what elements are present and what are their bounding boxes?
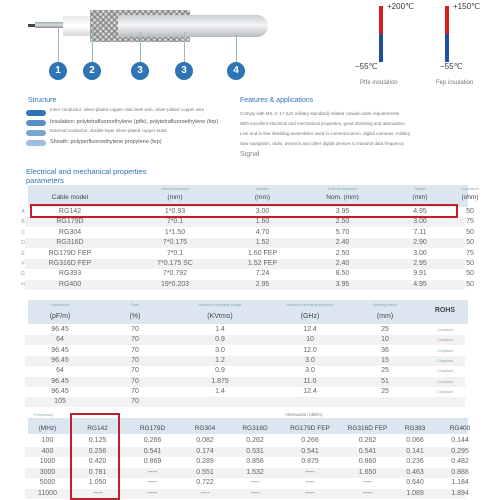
table1-header-note: Insulator (255, 187, 270, 191)
table3-cell: 1.089 (406, 490, 424, 497)
table2-row (25, 387, 465, 397)
table2-cell: 70 (131, 346, 139, 354)
table2-header-cell: (GHz) (300, 313, 320, 320)
table1-cell: 9.91 (413, 270, 427, 278)
table1-header-cell: (mm) (254, 194, 271, 201)
table2-cell: 70 (131, 326, 139, 333)
table1-cell: 4.70 (255, 228, 270, 236)
frequency-note: Frequency (34, 412, 53, 417)
table3-cell: 5000 (39, 479, 56, 487)
table2-cell: 3.0 (305, 356, 315, 364)
table3-header-cell: RG179D (139, 425, 166, 432)
table3-cell: 400 (41, 447, 54, 455)
table1-header-row (25, 193, 479, 203)
table3-cell: 0.722 (196, 479, 214, 487)
table3-cell: 100 (41, 437, 54, 444)
table3-cell: 0.174 (196, 447, 214, 455)
table1-cell: 50 (466, 239, 474, 247)
table2-row (25, 335, 465, 345)
table2-cell (355, 397, 415, 407)
table3-cell: ---- (362, 490, 373, 497)
table2-header-cell: ROHS (434, 307, 456, 314)
table2-cell: 70 (131, 377, 139, 385)
table1-cell: 7*0.1 (166, 249, 184, 257)
table2-cell: Compliant (437, 369, 453, 374)
temp-label-left: Ptfe insulation (360, 80, 398, 86)
table2-cell: 96.45 (51, 387, 69, 395)
table3-header-cell: RG304 (194, 425, 216, 432)
table1-header-note: Impedance (461, 187, 479, 191)
table3-cell: ---- (147, 490, 158, 497)
table2-cell: 25 (381, 326, 389, 333)
table1-row-label: A (21, 209, 25, 215)
table1-cell: 4.95 (413, 280, 427, 288)
temp-high-bar-right (445, 6, 449, 34)
structure-title: Structure (28, 97, 57, 104)
table1-cell: 1.52 (255, 239, 270, 247)
feature-line-2: With excellent electrical and mechanical properties, good shielding and attenuation (240, 121, 405, 126)
table1-cell: 50 (466, 280, 474, 288)
table1-cell: 7*0.1 (166, 218, 184, 226)
table3-header-cell: RG179D FEP (290, 425, 330, 432)
table1-cell: 7.24 (255, 270, 270, 278)
table3-cell: 0.125 (88, 437, 107, 444)
table2-row (25, 377, 465, 387)
table2-cell: 96.45 (51, 326, 69, 333)
table1-cell: 3.00 (413, 249, 427, 257)
temp-label-right: Fep insulation (436, 80, 474, 86)
temp-low-bar-left (379, 34, 383, 62)
feature-line-4: Sea navigation, radio, avionics and other digital devices to transmit data frequency (240, 141, 405, 146)
table1-cell: 50 (466, 260, 474, 267)
table1-header-note: Sheath (414, 187, 426, 191)
table2-cell: 64 (56, 336, 64, 344)
table2-cell: 51 (381, 377, 389, 385)
table1-cell: 7*0.792 (162, 270, 188, 278)
table2-cell: Compliant (437, 379, 453, 384)
table2-cell: 10 (381, 336, 389, 344)
table1-row (25, 238, 474, 248)
table1-title-1: Electrical and mechanical properties (26, 167, 147, 176)
table1-cell: 75 (466, 249, 474, 257)
table3-cell: ---- (305, 468, 315, 476)
marker-3: 3 (131, 62, 149, 80)
table2-row (25, 346, 465, 356)
table3-header-cell: RG316D (242, 425, 268, 432)
table2-cell: 0.9 (215, 336, 225, 344)
table3-cell: ---- (305, 490, 315, 497)
table2-cell: 96.45 (51, 346, 69, 354)
rg142-highlight-row (30, 204, 458, 218)
table2-cell: 0.9 (215, 367, 225, 375)
table2-cell: 1.875 (211, 377, 229, 385)
table1-row (25, 259, 474, 269)
table2-cell: 25 (381, 387, 389, 395)
table2-header-cell: (KVrms) (207, 313, 233, 320)
table2-cell: 105 (54, 398, 66, 406)
table3-cell: 0.551 (196, 468, 214, 476)
table2-cell: 1.4 (215, 326, 225, 333)
table3-cell: 0.262 (246, 437, 264, 444)
table1-row-label: G (21, 271, 25, 278)
table3-cell: ---- (92, 490, 103, 497)
table1-row-label: C (21, 229, 25, 236)
table1-header-cell: (mm) (412, 194, 428, 201)
table2-header-note: Capacitance (50, 303, 70, 307)
table2-cell: 3.0 (215, 346, 225, 354)
table3-cell: 0.295 (451, 447, 469, 455)
table2-header-cell: (%) (129, 313, 141, 320)
table2-cell: 64 (56, 367, 64, 375)
table3-cell: 0.875 (301, 458, 319, 466)
table2-header-notes (25, 302, 465, 308)
table1-header-notes (25, 186, 479, 192)
table3-cell: 0.420 (88, 458, 107, 466)
table1-cell: 2.90 (413, 239, 427, 247)
table1-row-label: E (21, 250, 25, 257)
table1-cell: RG316D (56, 239, 84, 247)
table2-header-note: Maximum operating voltage (198, 303, 242, 307)
table1-cell: 7*0.175 (162, 239, 188, 247)
table2-cell: Compliant (437, 358, 453, 363)
table1-header-cell: Cable model (51, 194, 89, 201)
table2-cell: Compliant (437, 328, 453, 332)
table3-cell: 0.860 (358, 458, 377, 466)
signal-label: Signal (240, 151, 260, 158)
table1-title-2: parameters (26, 176, 64, 185)
table3-cell: 0.141 (406, 447, 424, 455)
table2-cell: 1.2 (215, 356, 225, 364)
table3-header-cell: (MHz) (38, 425, 57, 432)
temp-high-bar-left (379, 6, 383, 34)
features-title: Features & applications (240, 97, 314, 104)
table1-row (25, 217, 474, 227)
table2-cell: 3.0 (305, 367, 315, 375)
table2-cell: Compliant (437, 348, 453, 353)
table3-cell: 1.650 (358, 468, 377, 476)
marker-2: 2 (83, 62, 101, 80)
table3-header-cell: RG316D FEP (347, 425, 388, 432)
table1-header-cell: Nom. (mm) (326, 194, 359, 201)
table1-row (25, 269, 474, 279)
table1-cell: RG142 (58, 208, 82, 215)
rg142-highlight-column (70, 413, 120, 500)
table2-cell: Compliant (437, 338, 453, 343)
temp-low-bar-right (445, 34, 449, 62)
structure-item-1: Inner conductor: silver-plated copper clad steel wire, silver-plated copper wire (50, 107, 205, 112)
table2-cell: 25 (381, 367, 389, 375)
table3-cell: 0.256 (88, 447, 107, 455)
table1-cell: 50 (466, 270, 474, 278)
table1-cell: 2.95 (255, 280, 270, 288)
table1-cell: 1*1.50 (164, 228, 186, 236)
marker-1: 1 (49, 62, 67, 80)
table1-cell: RG179D FEP (48, 249, 92, 257)
table1-cell: 3.00 (413, 218, 427, 226)
table3-cell: 1.050 (88, 479, 107, 487)
table2-cell: 1.4 (215, 387, 225, 395)
table3-cell: 0.781 (88, 468, 107, 476)
table3-cell: 0.541 (143, 447, 162, 455)
table1-cell: RG400 (58, 280, 82, 288)
table3-cell: ---- (147, 468, 158, 476)
table1-header-note: Internal conductor (160, 187, 190, 191)
table1-cell: 1.60 FEP (247, 249, 278, 257)
table2-cell: 36 (381, 346, 389, 354)
table2-cell: 70 (131, 367, 139, 375)
table1-cell: 2.40 (335, 239, 350, 247)
table3-cell: 1.894 (451, 490, 469, 497)
table3-cell: 0.262 (358, 437, 377, 444)
table1-cell: 7*0.175 SC (157, 260, 193, 267)
table2-cell (175, 397, 265, 407)
table1-row (25, 228, 474, 238)
table1-cell: 1*0.93 (164, 208, 186, 215)
table2-cell: 12.4 (303, 326, 317, 333)
table3-cell: 1000 (39, 458, 56, 466)
table3-cell: 3000 (39, 468, 56, 476)
table3-cell: 0.266 (143, 437, 162, 444)
table2-cell: 70 (131, 356, 139, 364)
table2-cell: 96.45 (51, 356, 69, 364)
table2-row (25, 397, 465, 407)
table2-cell: 70 (131, 387, 139, 395)
table3-cell: ---- (250, 490, 260, 497)
table3-cell: 0.236 (406, 458, 424, 466)
table2-cell: 12.0 (303, 346, 317, 354)
table1-cell: 3.95 (335, 280, 350, 288)
attenuation-label: Attenuation (dB/m) (285, 412, 323, 417)
table2-header-cell: (mm) (376, 313, 394, 320)
table2-cell: 70 (131, 336, 139, 344)
table1-cell: 2.50 (335, 218, 350, 226)
table3-cell: 0.482 (451, 458, 469, 466)
marker-4: 4 (227, 62, 245, 80)
insulation-layer (63, 16, 93, 36)
table3-header-cell: RG142 (87, 425, 108, 432)
table3-cell: 0.856 (246, 458, 264, 466)
table1-cell: RG304 (58, 228, 82, 236)
table1-cell: RG179D (56, 218, 84, 226)
table2-header-cell: (pF/m) (49, 313, 71, 320)
table1-cell: 1.52 FEP (247, 260, 278, 267)
table2-cell: 11.0 (303, 377, 317, 385)
table1-row-label: D (21, 240, 25, 247)
table3-cell: 0.869 (143, 458, 162, 466)
table3-cell: 11000 (38, 490, 57, 497)
table2-cell (270, 397, 350, 407)
table1-row-label: B (21, 219, 25, 226)
table3-cell: ---- (305, 479, 315, 487)
table1-cell: 2.50 (335, 249, 350, 257)
temp-high-right: +150℃ (453, 2, 481, 11)
table1-cell: 19*0.203 (160, 280, 190, 288)
table3-cell: 0.541 (358, 447, 377, 455)
table3-cell: 0.531 (246, 447, 264, 455)
table3-cell: 1.184 (451, 479, 469, 487)
table3-cell: ---- (200, 490, 210, 497)
temp-low-right: −55℃ (440, 62, 463, 71)
table3-cell: 0.289 (196, 458, 214, 466)
table3-cell: ---- (362, 479, 373, 487)
item-icon-1 (26, 110, 46, 116)
table2-row (25, 366, 465, 376)
table3-cell: ---- (147, 479, 158, 487)
table1-row (25, 280, 474, 290)
table3-cell: 0.888 (451, 468, 469, 476)
structure-item-3: External conductor: double-layer silver-plated copper braid (50, 128, 167, 133)
feature-line-1: Comply with MIL-C-17 (US military standard) related coaxial cable requirements (240, 111, 400, 116)
table2-header-note: Maximum operating frequency (286, 303, 334, 307)
temp-low-left: −55℃ (355, 62, 378, 71)
table1-cell: 1.60 (255, 218, 270, 226)
table1-cell: 3.00 (255, 208, 270, 215)
table1-cell: RG316D FEP (48, 260, 92, 267)
table3-cell: 0.541 (301, 447, 319, 455)
table1-cell: 3.95 (335, 208, 350, 215)
inner-conductor (35, 22, 65, 28)
table1-cell: 2.95 (413, 260, 427, 267)
table3-header-cell: RG400 (449, 425, 471, 432)
table3-cell: 0.463 (406, 468, 424, 476)
marker-3b: 3 (175, 62, 193, 80)
structure-item-2: Insulation: polytetrafluoroethylene (ptfe), polytetrafluoroethylene (fep) (50, 119, 219, 125)
feature-line-3: Line and in-line shielding assemblies used in communication, digital cameras, military (240, 131, 411, 136)
table1-header-cell: (mm) (167, 194, 183, 201)
table2-cell: 70 (131, 398, 139, 406)
table3-cell: 1.532 (246, 468, 264, 476)
item-icon-2 (26, 120, 46, 126)
table2-row (25, 356, 465, 366)
table3-header-cell: RG393 (404, 425, 426, 432)
table1-header-note (25, 186, 115, 192)
table3-cell: ---- (250, 479, 260, 487)
item-icon-4 (26, 140, 46, 146)
table1-cell: RG393 (58, 270, 82, 278)
table1-cell: 7.11 (413, 228, 427, 236)
table1-header-cell: (ohm) (461, 194, 479, 201)
table2-row (25, 325, 465, 335)
table1-cell: 8.50 (335, 270, 350, 278)
table1-row (25, 249, 474, 259)
item-icon-3 (26, 130, 46, 136)
structure-item-4: Sheath: polyperfluoroethylene propylene (fep) (50, 139, 162, 145)
table1-cell: 75 (466, 218, 474, 226)
table2-header-note: Rate (131, 303, 139, 307)
table2-cell: 10 (306, 336, 314, 344)
temp-high-left: +200℃ (387, 2, 415, 11)
table3-cell: 0.082 (196, 437, 214, 444)
table2-header-row (25, 307, 465, 322)
table2-cell: 12.4 (303, 387, 317, 395)
table1-row-label: H (21, 281, 25, 288)
table1-header-note: External conductor (327, 187, 358, 191)
table1-cell: 50 (466, 228, 474, 236)
table1-cell: 5.70 (335, 228, 350, 236)
table1-cell: 50 (466, 208, 474, 215)
table1-cell: 2.40 (335, 260, 350, 267)
table3-cell: 0.640 (406, 479, 424, 487)
table2-header-note: Bending radius (373, 303, 397, 307)
table2-cell: 15 (381, 356, 389, 364)
table2-cell: Compliant (437, 389, 453, 394)
table3-cell: 0.266 (301, 437, 319, 444)
table3-cell: 0.066 (406, 437, 424, 444)
table2-cell (420, 397, 470, 407)
table3-cell: 0.144 (451, 437, 469, 444)
table2-cell: 96.45 (51, 377, 69, 385)
table1-cell: 4.95 (413, 208, 427, 215)
table1-row-label: F (21, 261, 25, 267)
